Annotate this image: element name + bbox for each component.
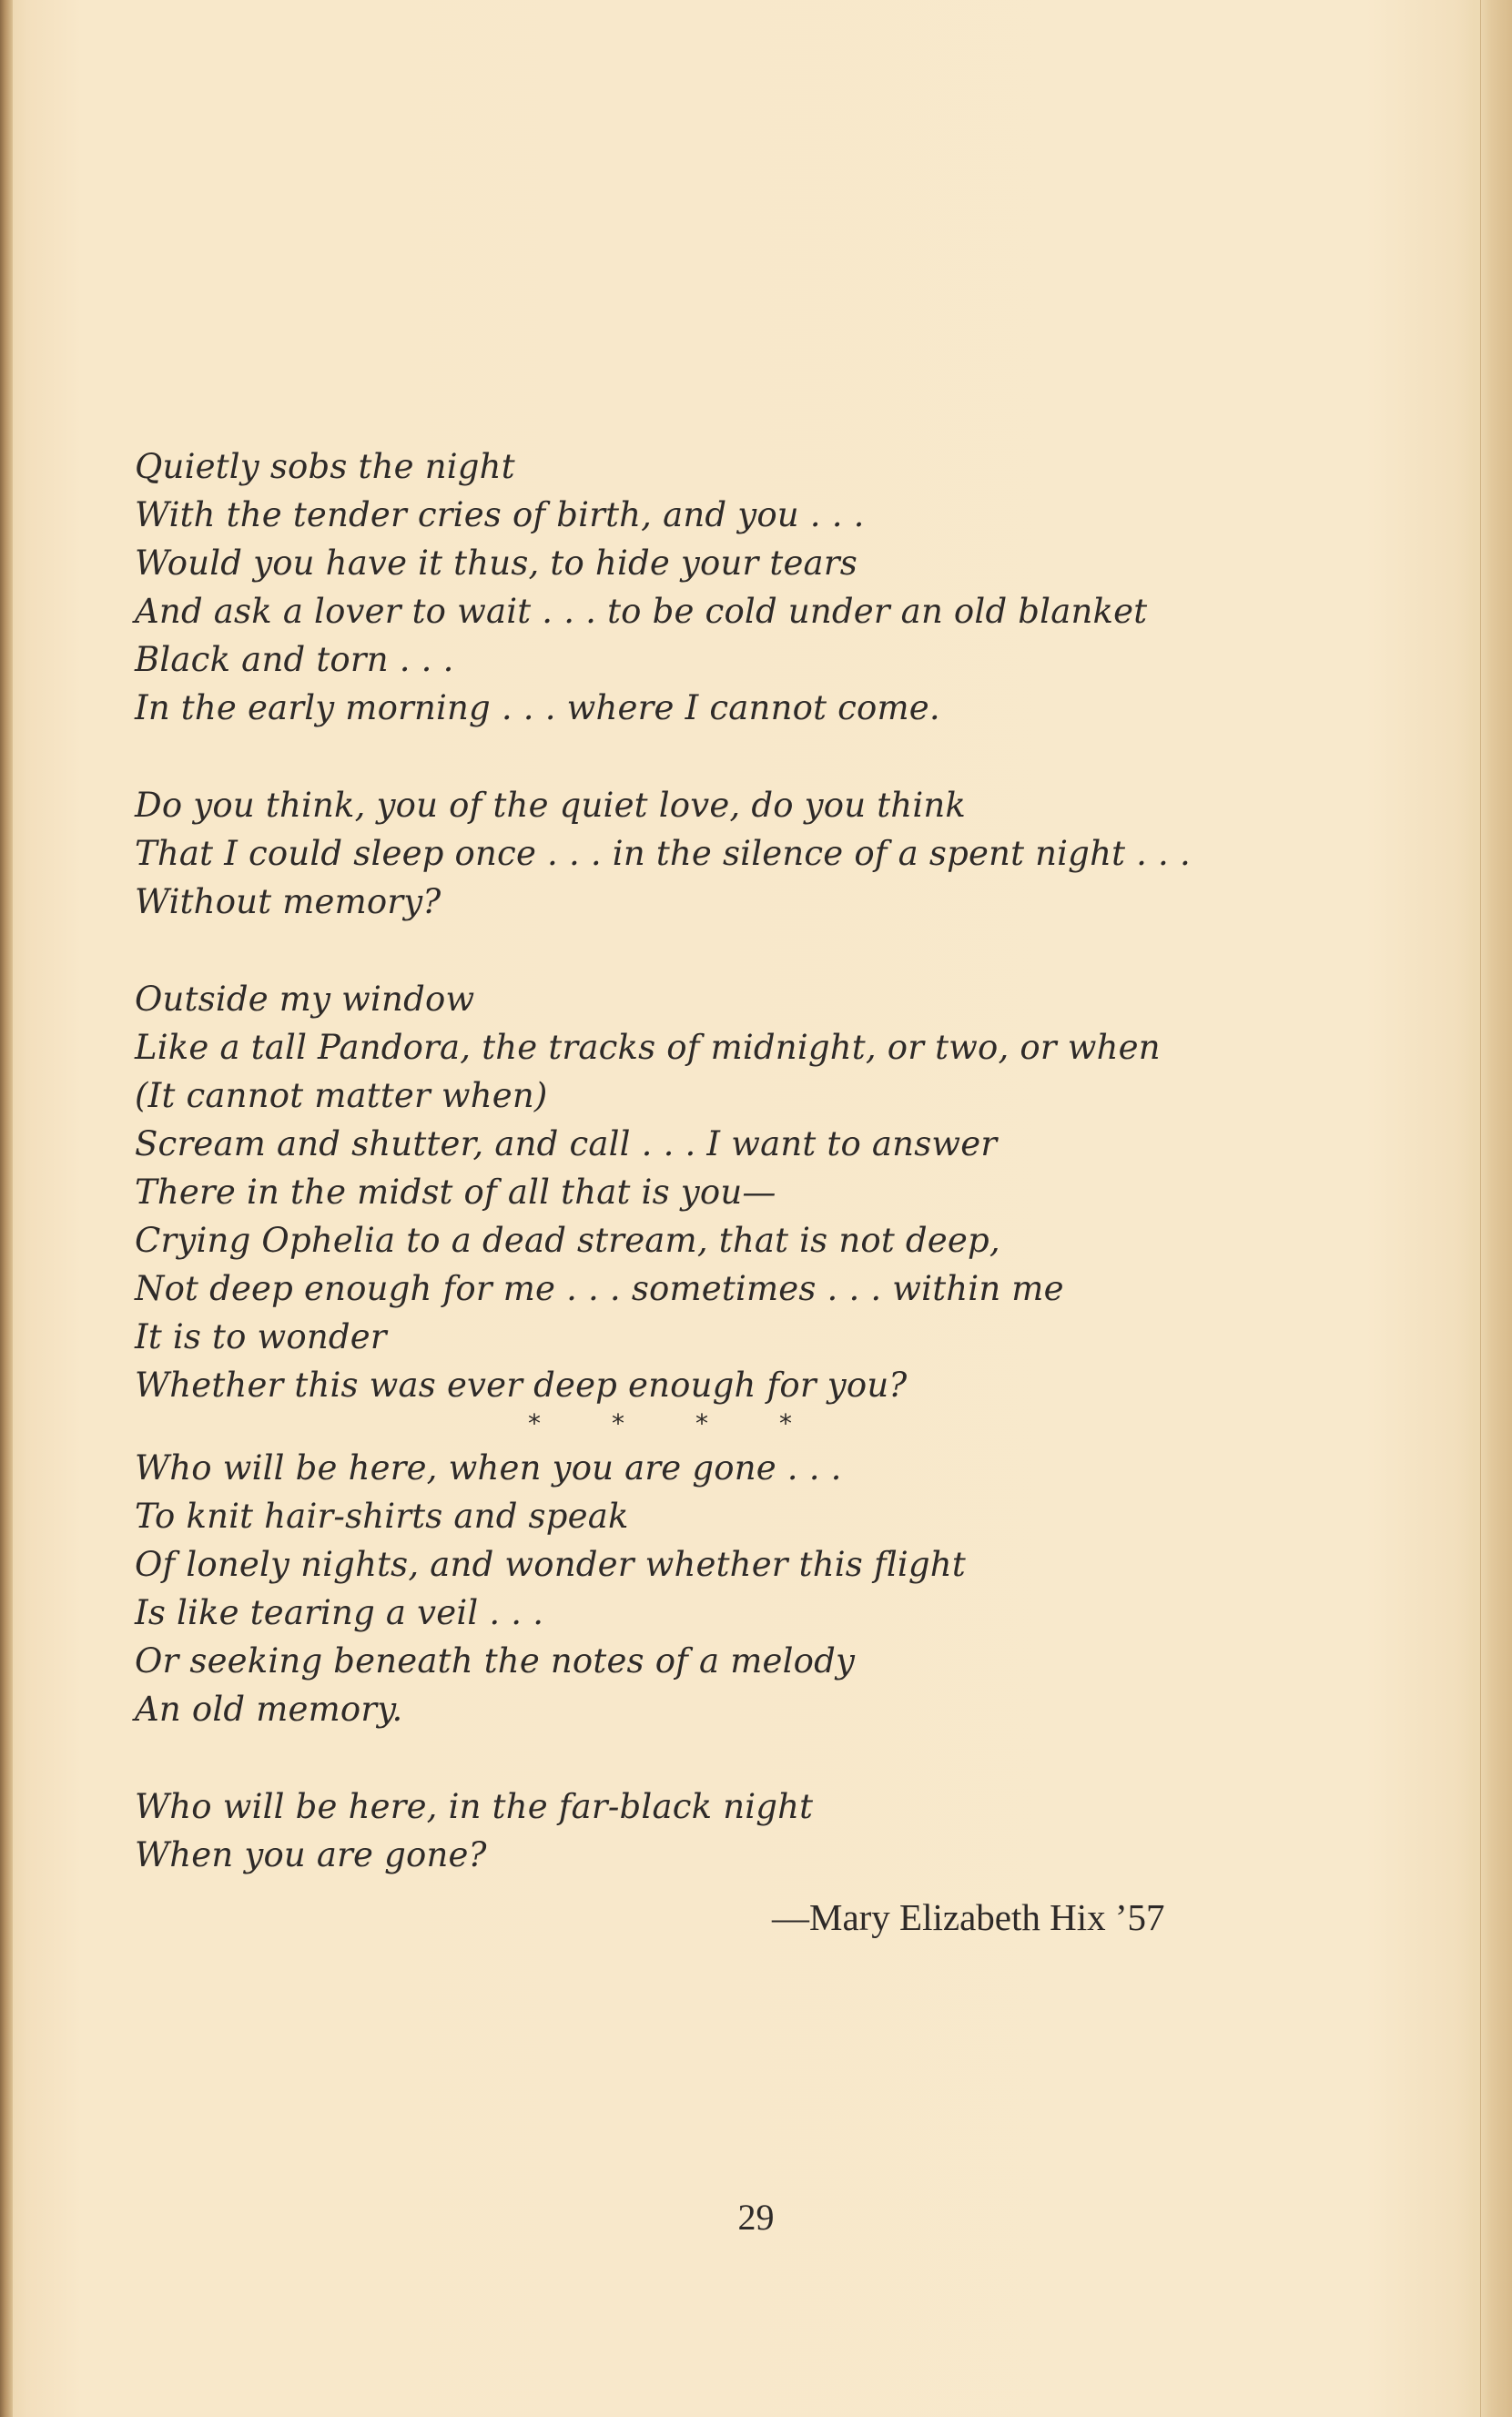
poem-line: Crying Ophelia to a dead stream, that is not deep, [135, 1221, 1000, 1260]
poem-line: Do you think, you of the quiet love, do you think [135, 786, 967, 825]
poem-line: Is like tearing a veil . . . [135, 1593, 544, 1632]
poem-line: It is to wonder [135, 1317, 387, 1356]
stanza-4 [135, 1444, 1318, 1733]
poem-body [135, 442, 1318, 1928]
separator-asterisk: * [779, 1408, 792, 1438]
author-signature: —Mary Elizabeth Hix ’57 [772, 1896, 1165, 1938]
stanza-5 [135, 1782, 1318, 1879]
poem-line: An old memory. [135, 1690, 403, 1729]
separator-asterisk: * [612, 1408, 624, 1438]
poem-line: Who will be here, in the far-black night [135, 1787, 814, 1826]
poem-line: Or seeking beneath the notes of a melody [135, 1641, 856, 1681]
poem-line: When you are gone? [135, 1835, 487, 1874]
book-spine-shadow [0, 0, 13, 2417]
poem-line: (It cannot matter when) [135, 1076, 548, 1115]
poem-line: Without memory? [135, 882, 441, 921]
poem-line: Whether this was ever deep enough for you? [135, 1366, 908, 1405]
poem-line: Like a tall Pandora, the tracks of midnight, or two, or when [135, 1028, 1161, 1067]
poem-line: Outside my window [135, 980, 475, 1019]
stanza-1 [135, 442, 1318, 732]
separator-asterisk: * [528, 1408, 541, 1438]
poem-line: There in the midst of all that is you— [135, 1173, 776, 1212]
poem-line: Would you have it thus, to hide your tears [135, 543, 857, 583]
poem-line: Quietly sobs the night [135, 447, 515, 486]
poem-line: Black and torn . . . [135, 640, 454, 679]
page-number: 29 [737, 2197, 775, 2238]
poem-line: And ask a lover to wait . . . to be cold under an old blanket [135, 592, 1148, 631]
section-separator [528, 1406, 1318, 1442]
stanza-2 [135, 781, 1318, 926]
separator-asterisk: * [695, 1408, 708, 1438]
poem-line: Of lonely nights, and wonder whether this flight [135, 1545, 966, 1584]
poem-line: That I could sleep once . . . in the silence of a spent night . . . [135, 834, 1191, 873]
poem-line: To knit hair-shirts and speak [135, 1497, 629, 1536]
poem-line: Who will be here, when you are gone . . . [135, 1448, 842, 1488]
stanza-3 [135, 975, 1318, 1409]
poem-line: Scream and shutter, and call . . . I want to answer [135, 1124, 998, 1163]
poem-line: In the early morning . . . where I cannot come. [135, 688, 940, 727]
page-edge [1480, 0, 1512, 2417]
poem-line: With the tender cries of birth, and you . . . [135, 495, 865, 534]
poem-line: Not deep enough for me . . . sometimes . . . within me [135, 1269, 1064, 1308]
